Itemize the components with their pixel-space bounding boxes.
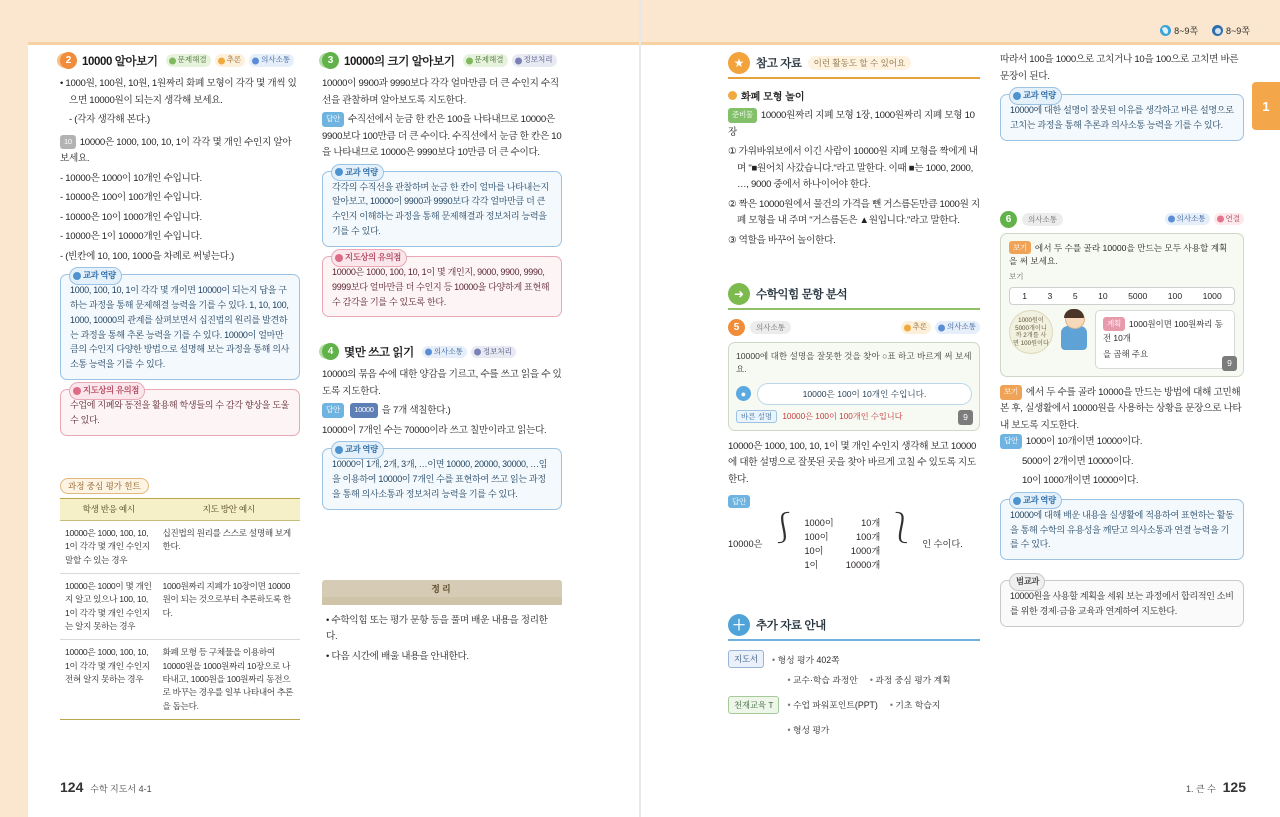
- figure-row-1-left: 1000이: [804, 518, 834, 529]
- workbook-item-6-card: [1000, 233, 1244, 377]
- item-6-description-text: 에서 두 수를 골라 10000을 만드는 방법에 대해 고민해 본 후, 실생활에서 10000원을 사용하는 상황을 문장으로 나타내 보도록 지도한다.: [1000, 386, 1242, 431]
- table-cell-guide-3: 화폐 모형 등 구체물을 이용하여 10000원을 1000원짜리 10장으로 나타내고, 1000원을 100원짜리 동전으로 바꾸는 경우를 일부 나타내어 추론을 돕는다.: [158, 640, 300, 720]
- resource-item-2-3: • 수업 파워포인트(PPT): [787, 698, 877, 711]
- analysis-answer-block: [728, 492, 980, 572]
- guide-box-1-text: 수업에 지폐와 동전을 활용해 학생들의 수 감각 향상을 도울 수 있다.: [70, 400, 290, 425]
- summary-banner-body: [322, 605, 562, 666]
- question-10-text: [60, 135, 300, 168]
- resource-items-1: [772, 653, 840, 666]
- section-2-line-2: - (각자 생각해 본다.): [69, 114, 150, 125]
- section-2-line-1: • 1000원, 100원, 10원, 1원짜리 화폐 모형이 각각 몇 개씩 있으면 10000원이 되는지 생각해 보세요.: [60, 78, 297, 106]
- item-6-number-strip: [1009, 287, 1235, 305]
- analysis-figure: [728, 512, 980, 572]
- summary-banner: [322, 580, 562, 666]
- strip-value-4: 10: [1098, 291, 1108, 302]
- item-6-page-badge: 9: [1222, 356, 1237, 371]
- section-2-number: 2: [60, 52, 77, 69]
- footer-right-label: 1. 큰 수: [1185, 784, 1216, 794]
- tag-reasoning: 추론: [901, 321, 932, 333]
- item-6-description: [1000, 385, 1244, 435]
- evaluation-table: [60, 498, 300, 720]
- summary-item-1: • 수학익힘 또는 평가 문항 등을 풀며 배운 내용을 정리한다.: [326, 614, 548, 643]
- tag-communication: 의사소통: [422, 346, 467, 358]
- column-4-intro: 따라서 100을 1000으로 고치거나 10을 100으로 고치면 바른 문장이 된다.: [1000, 54, 1239, 82]
- strip-value-1: 1: [1022, 291, 1028, 302]
- cross-curricular-text: 10000원을 사용할 계획을 세워 보는 과정에서 합리적인 소비를 위한 경제·금융 교육과 연계하여 지도한다.: [1010, 591, 1234, 617]
- question-10-block: [60, 135, 300, 266]
- left-decorative-edge: [0, 0, 28, 817]
- resource-item-2-4: • 기초 학습지: [890, 698, 940, 711]
- section-2-body: [60, 76, 300, 129]
- analysis-header: [728, 283, 980, 310]
- tag-information-processing: 정보처리: [471, 346, 516, 358]
- plan-chip: 계획: [1103, 317, 1125, 331]
- item-5-correction-row: [736, 410, 972, 423]
- resource-item-2-2: • 과정 중심 평가 계획: [870, 673, 951, 686]
- resource-item-2-1: • 교수·학습 과정안: [787, 673, 857, 686]
- figure-row-1-right: 10개: [861, 518, 881, 529]
- section-3-tags: [463, 54, 557, 66]
- item-6-tags: [1165, 213, 1244, 225]
- answer-line-3: - 10000은 10이 1000개인 수입니다.: [60, 211, 202, 223]
- item-5-pill: 의사소통: [750, 321, 791, 334]
- coin-text: 1000원이 5000개이니까 2개를 사면 100원이다: [1013, 316, 1049, 348]
- summary-banner-ribbon: [322, 597, 562, 605]
- item-6-instruction-text: 에서 두 수를 골라 10000을 만드는 모두 사용할 계획을 써 보세요.: [1009, 242, 1228, 266]
- competency-box-2: [322, 166, 562, 247]
- item-5-correct-text: 10000은 100이 100개인 수입니다: [782, 411, 903, 421]
- figure-row-2-left: 100이: [804, 531, 829, 542]
- brace-right-icon: ⎱: [886, 512, 917, 546]
- item-6-answer-chip: 답안: [1000, 434, 1022, 449]
- guide-box-2: [322, 251, 562, 318]
- table-cell-student-2: 10000은 1000이 몇 개인지 알고 있으나 100, 10, 1이 각각 몇 개인 수인지는 알지 못하는 경우: [60, 574, 158, 640]
- resource-row-1: [728, 650, 980, 668]
- guide-box-1: [60, 385, 300, 436]
- footer-left: [60, 779, 156, 795]
- figure-row-2-right: 100개: [855, 531, 881, 542]
- item-6-instruction: [1009, 241, 1235, 268]
- resource-row-2: [728, 673, 980, 736]
- figure-right-column: [846, 517, 880, 572]
- section-4-answer: [322, 403, 562, 420]
- guide-box-2-label: 지도상의 유의점: [331, 249, 407, 267]
- strip-value-5: 5000: [1128, 291, 1148, 302]
- strip-value-7: 1000: [1202, 291, 1222, 302]
- evaluation-table-block: [60, 476, 300, 720]
- section-3-answer: [322, 112, 562, 162]
- item-6-answer-2: 5000이 2개이면 10000이다.: [1022, 455, 1134, 467]
- column-3: [728, 52, 980, 741]
- table-cell-guide-1: 십진법의 원리를 스스로 설명해 보게 한다.: [158, 521, 300, 574]
- item-6-answers: [1000, 434, 1244, 490]
- table-cell-student-3: 10000은 1000, 100, 10, 1이 각각 몇 개인 수인지 전혀 알지 못하는 경우: [60, 640, 158, 720]
- table-row: [60, 574, 300, 640]
- question-number-badge: 10: [60, 135, 76, 150]
- star-icon: ★: [728, 52, 750, 74]
- page-spine: [639, 0, 641, 817]
- competency-box-4-label: 교과 역량: [1009, 87, 1062, 105]
- item-6-plan-bubble: [1095, 310, 1235, 368]
- workbook-item-5-card: [728, 342, 980, 431]
- evaluation-table-title: 과정 중심 평가 힌트: [60, 478, 149, 494]
- item-5-answer-bar: [757, 383, 972, 405]
- answer-value-badge: 10000: [350, 403, 377, 418]
- section-2-title: 10000 알아보기: [82, 55, 158, 68]
- tag-communication: 의사소통: [249, 54, 294, 66]
- competency-box-1-text: 1000, 100, 10, 1이 각각 몇 개이면 10000이 되는지 답을 구하는 과정을 통해 문제해결 능력을 기를 수 있다. 1, 10, 100, 1000, 10000의 관계를 살펴보면서 십진법의 원리를 발견하는 과정을 통해 추론 능력을 기를 수 있다. 10000이 얼마만큼의 수인지 다양한 방법으로 설명해 보는 과정을 통해 의사소통 능력을 기를 수 있다.: [70, 285, 290, 370]
- item-5-correct-label: 바른 설명: [736, 410, 777, 423]
- reference-header: [728, 52, 980, 79]
- item-6-answer-1: [1000, 434, 1244, 451]
- table-row: [60, 521, 300, 574]
- item-5-tags: [901, 321, 980, 333]
- section-2-tags: [166, 54, 294, 66]
- student-avatar-icon: [1059, 310, 1089, 350]
- section-3-number: 3: [322, 52, 339, 69]
- reference-step-1: ① 가위바위보에서 이긴 사람이 10000원 지폐 모형을 짝에게 내며 "■원어치 사갔습니다."라고 말한다. 이때 ■는 1000, 2000, …, 9000 중에서 하나이어야 한다.: [728, 146, 978, 190]
- strip-value-2: 3: [1047, 291, 1053, 302]
- reference-body: [728, 108, 980, 249]
- reference-step-3: ③ 역할을 바꾸어 놀이한다.: [728, 234, 836, 246]
- section-3-line-1: 10000이 9900과 9990보다 각각 얼마만큼 더 큰 수인지 수직선을 관찰하며 알아보도록 지도한다.: [322, 78, 559, 106]
- section-2-header: [60, 52, 300, 69]
- table-cell-student-1: 10000은 1000, 100, 10, 1이 각각 몇 개인 수인지 말할 수 있는 경우: [60, 521, 158, 574]
- competency-box-5: [1000, 494, 1244, 561]
- reference-title: 참고 자료: [756, 58, 802, 70]
- resource-label-publisher: 천재교육 T: [728, 696, 779, 714]
- table-header-student: 학생 반응 예시: [60, 498, 158, 520]
- tag-problem-solving: 문제해결: [463, 54, 508, 66]
- cross-curricular-box: [1000, 576, 1244, 627]
- competency-box-4: [1000, 90, 1244, 141]
- competency-box-4-text: 10000에 대한 설명이 잘못된 이유를 생각하고 바른 설명으로 고치는 과정을 통해 추론과 의사소통 능력을 기를 수 있다.: [1010, 105, 1234, 130]
- strip-value-3: 5: [1072, 291, 1078, 302]
- reference-subheading: [728, 88, 980, 103]
- table-cell-guide-2: 1000원짜리 지폐가 10장이면 10000원이 되는 것으로부터 추론하도록 한다.: [158, 574, 300, 640]
- item-6-pill: 의사소통: [1022, 213, 1063, 226]
- analysis-answer-chip: 답안: [728, 495, 750, 508]
- section-3-answer-text: 수직선에서 눈금 한 칸은 100을 나타내므로 10000은 9900보다 100만큼 더 큰 수이다. 수직선에서 눈금 한 칸은 10을 나타내므로 10000은 9990보다 10만큼 더 큰 수이다.: [322, 114, 562, 158]
- item-6-answer-1-text: 1000이 10개이면 10000이다.: [1025, 436, 1143, 448]
- figure-left-column: [804, 517, 833, 572]
- section-4-body: [322, 367, 562, 439]
- plan-text: 1000원이면 100원짜리 동전 10개: [1103, 319, 1223, 343]
- tag-problem-solving: 문제해결: [166, 54, 211, 66]
- column-1: [60, 52, 300, 720]
- summary-banner-title: 정리: [431, 583, 453, 594]
- table-row: [60, 640, 300, 720]
- analysis-title: 수학익힘 문항 분석: [756, 289, 848, 301]
- answer-chip-2: 답안: [322, 403, 344, 418]
- reference-prep-text: 10000원짜리 지폐 모형 1장, 1000원짜리 지폐 모형 10장: [728, 110, 975, 138]
- figure-row-3-left: 10이: [804, 545, 824, 556]
- tag-communication: 의사소통: [935, 321, 980, 333]
- item-5-instruction: 10000에 대한 설명을 잘못한 것을 찾아 ○표 하고 바르게 써 보세요.: [736, 351, 972, 375]
- strip-value-6: 100: [1167, 291, 1183, 302]
- item-6-answer-3: 10이 1000개이면 10000이다.: [1022, 475, 1139, 487]
- plan-subtext: 을 곱해 주요: [1103, 349, 1149, 360]
- section-4-tags: [422, 346, 516, 358]
- guide-box-2-text: 10000은 1000, 100, 10, 1이 몇 개인지, 9000, 9900, 9990, 9999보다 얼마만큼 더 수인지 등 10000을 다양하게 표현해 수 감각을 기를 수 있도록 한다.: [332, 266, 550, 307]
- section-3-header: [322, 52, 562, 69]
- prep-chip: 준비물: [728, 108, 757, 123]
- figure-tail-label: 인 수이다.: [922, 539, 963, 550]
- book-icon: [1212, 25, 1223, 36]
- reference-step-2: ② 짝은 10000원에서 물건의 가격을 뺀 거스름돈만큼 1000원 지폐 모형을 내 주며 "거스름돈은 ▲원입니다."라고 말한다.: [728, 198, 980, 226]
- page-number-left: 124: [60, 779, 84, 795]
- item-6-number: 6: [1000, 211, 1017, 228]
- section-4-header: [322, 343, 562, 360]
- page-number-right: 125: [1222, 779, 1246, 795]
- answer-line-1: - 10000은 1000이 10개인 수입니다.: [60, 172, 202, 184]
- resource-items-2: [787, 673, 980, 736]
- item-5-page-badge: 9: [958, 410, 973, 425]
- item-6-desc-chip: 보기: [1000, 385, 1022, 400]
- answer-line-4: - 10000은 1이 10000개인 수입니다.: [60, 231, 202, 242]
- competency-box-2-label: 교과 역량: [331, 164, 384, 182]
- section-4-answer-text: 을 7개 색칠한다.): [381, 405, 451, 417]
- coin-icon: [1009, 310, 1053, 354]
- competency-box-3-text: 10000이 1개, 2개, 3개, …이면 10000, 20000, 30000, …임을 이용하여 10000이 7개인 수를 표현하여 쓰고 읽는 과정을 통해 의사소통과 정보처리 능력을 기를 수 있다.: [332, 459, 548, 500]
- figure-left-label: 10000은: [728, 539, 763, 550]
- competency-box-2-text: 각각의 수직선을 관찰하며 눈금 한 칸이 얼마를 나타내는지 알아보고, 10000이 9900과 9990보다 각각 얼마만큼 더 큰 수인지 이해하는 과정을 통해 문제해결과 정보처리 능력을 기를 수 있다.: [332, 181, 549, 237]
- reference-subheading-text: 화폐 모형 놀이: [741, 92, 805, 103]
- page-reference-1: [1160, 24, 1198, 37]
- competency-box-5-text: 10000에 대해 배운 내용을 실생활에 적용하여 표현하는 활동을 통해 수학의 유용성을 깨닫고 의사소통과 연결 능력을 기를 수 있다.: [1010, 509, 1234, 550]
- column-4: [1000, 52, 1244, 635]
- table-header-guide: 지도 방안 예시: [158, 498, 300, 520]
- chapter-tab: 1: [1252, 82, 1280, 130]
- reference-subtitle: 이런 활동도 할 수 있어요: [808, 56, 912, 70]
- water-drop-icon: [1160, 25, 1171, 36]
- brace-left-icon: ⎰: [768, 512, 799, 546]
- resources-title: 추가 자료 안내: [756, 620, 826, 633]
- tag-information-processing: 정보처리: [512, 54, 557, 66]
- guide-box-1-label: 지도상의 유의점: [69, 382, 145, 400]
- tag-communication: 의사소통: [1165, 213, 1210, 225]
- reference-prep: [728, 108, 980, 141]
- section-3-body: [322, 76, 562, 162]
- question-10-label: 10000은 1000, 100, 10, 1이 각각 몇 개인 수인지 알아보세요.: [60, 136, 292, 164]
- item-5-bullet-icon: ●: [736, 386, 751, 401]
- figure-row-4-right: 10000개: [845, 559, 881, 570]
- tag-connection: 연결: [1214, 213, 1245, 225]
- item-6-strip-label: 보기: [1009, 272, 1024, 282]
- resources-header: [728, 614, 980, 641]
- section-4-title: 몇만 쓰고 읽기: [344, 346, 414, 359]
- table-header-row: [60, 498, 300, 520]
- competency-box-1-label: 교과 역량: [69, 267, 122, 285]
- bullet-icon: [728, 91, 737, 100]
- competency-box-5-label: 교과 역량: [1009, 492, 1062, 510]
- column-2: [322, 52, 562, 668]
- section-4-number: 4: [322, 343, 339, 360]
- resource-item-2-5: • 형성 평가: [787, 723, 829, 736]
- footer-left-label: 수학 지도서 4-1: [90, 784, 152, 794]
- figure-row-4-left: 1이: [804, 559, 819, 570]
- summary-banner-header: [322, 580, 562, 597]
- competency-box-3: [322, 444, 562, 510]
- arrow-icon: ➜: [728, 283, 750, 305]
- figure-row-3-right: 1000개: [850, 545, 881, 556]
- footer-right: [1182, 779, 1246, 795]
- page-reference-group: [1160, 24, 1250, 37]
- competency-box-3-label: 교과 역량: [331, 441, 384, 459]
- page-reference-2-label: 8~9쪽: [1226, 26, 1250, 36]
- page-reference-2: [1212, 24, 1250, 37]
- answer-line-5: - (빈칸에 10, 100, 1000을 차례로 써넣는다.): [60, 250, 234, 262]
- page-reference-1-label: 8~9쪽: [1174, 26, 1199, 36]
- resource-label-teacher-guide: 지도서: [728, 650, 764, 668]
- summary-item-2: • 다음 시간에 배울 내용을 안내한다.: [326, 650, 469, 662]
- item-5-answer-text: 10000은 100이 10개인 수입니다.: [802, 388, 927, 399]
- section-4-line-2: 10000이 7개인 수는 70000이라 쓰고 칠만이라고 읽는다.: [322, 424, 547, 436]
- section-3-title: 10000의 크기 알아보기: [344, 55, 455, 68]
- answer-chip-1: 답안: [322, 112, 344, 127]
- item-6-header: [1000, 211, 1244, 228]
- plus-icon: ＋: [728, 614, 750, 636]
- section-4-line-1: 10000의 묶음 수에 대한 양감을 기르고, 수를 쓰고 읽을 수 있도록 지도한다.: [322, 369, 562, 397]
- item-5-header: [728, 319, 980, 336]
- answer-line-2: - 10000은 100이 100개인 수입니다.: [60, 192, 202, 203]
- item-6-source-chip: 보기: [1009, 241, 1031, 254]
- tag-reasoning: 추론: [215, 54, 246, 66]
- cross-curricular-label: 범교과: [1009, 573, 1045, 591]
- item-5-number: 5: [728, 319, 745, 336]
- competency-box-1: [60, 270, 300, 380]
- analysis-description: 10000은 1000, 100, 10, 1이 몇 개인 수인지 생각해 보고 10000에 대한 설명으로 잘못된 곳을 찾아 바르게 고칠 수 있도록 지도한다.: [728, 440, 977, 485]
- resource-item-1-1: • 형성 평가 402쪽: [772, 653, 840, 666]
